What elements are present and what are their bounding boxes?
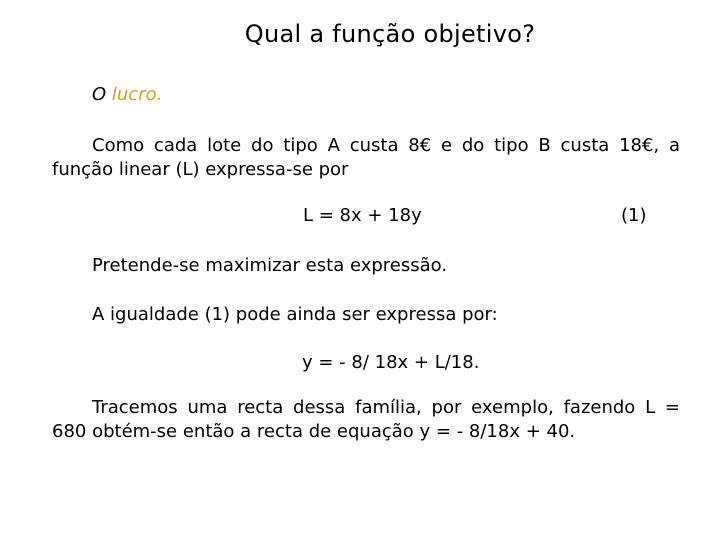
para1-line2: função linear (L) expressa-se por [52, 159, 349, 180]
page-title: Qual a função objetivo? [244, 20, 536, 48]
para4-line2: 680 obtém-se então a recta de equação y = - 8/18x + 40. [52, 421, 576, 442]
para1-line1: Como cada lote do tipo A custa 8€ e do tipo B custa 18€, a [92, 135, 680, 156]
para2: Pretende-se maximizar esta expressão. [92, 255, 448, 276]
equation-1-number: (1) [621, 205, 647, 226]
para3: A igualdade (1) pode ainda ser expressa por: [92, 304, 498, 325]
equation-2: y = - 8/ 18x + L/18. [302, 352, 480, 373]
equation-1: L = 8x + 18y [303, 205, 422, 226]
intro-highlight: lucro. [111, 84, 163, 105]
intro-line [92, 84, 162, 105]
para4-line1: Tracemos uma recta dessa família, por exemplo, fazendo L = [92, 397, 680, 418]
intro-prefix: O [92, 84, 112, 105]
